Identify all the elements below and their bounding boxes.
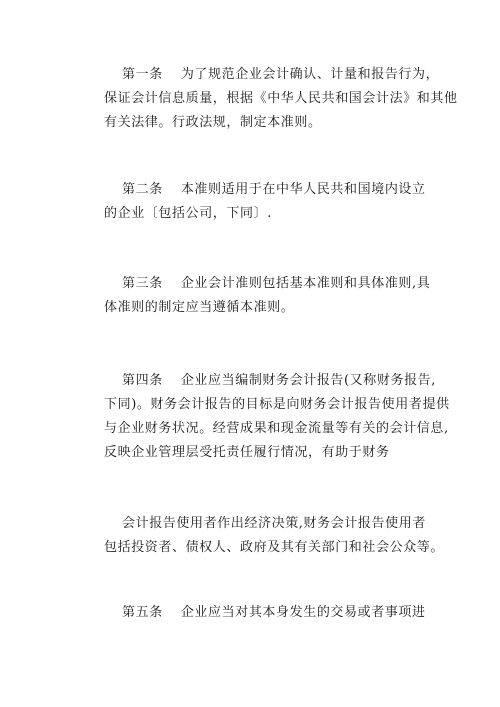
article-1-line-3: 有关法律。行政法规，制定本准则。 <box>104 115 322 130</box>
article-3 <box>104 272 434 320</box>
article-4-line-1: 第四条 企业应当编制财务会计报告(又称财务报告, <box>122 373 437 388</box>
article-2 <box>104 178 434 226</box>
article-5 <box>104 601 434 625</box>
article-3-line-2: 体准则的制定应当遵循本准则。 <box>104 300 295 315</box>
article-5-label: 第五条 <box>122 605 163 620</box>
article-5-line-1: 第五条 企业应当对其本身发生的交易或者事项进 <box>122 605 426 620</box>
article-4-cont-line-2: 包括投资者、债权人、政府及其有关部门和社会公众等。 <box>104 540 445 555</box>
article-2-label: 第二条 <box>122 182 163 197</box>
article-2-line-2: 的企业〔包括公司，下同〕. <box>104 206 272 221</box>
article-1 <box>104 63 458 135</box>
article-4-line-4: 反映企业管理层受托责任履行情况，有助于财务 <box>104 445 390 460</box>
article-4-line-3: 与企业财务状况。经营成果和现金流量等有关的会计信息, <box>104 421 449 436</box>
article-3-label: 第三条 <box>122 276 163 291</box>
article-4-continued <box>104 512 445 560</box>
article-4-cont-line-1: 会计报告使用者作出经济决策,财务会计报告使用者 <box>122 516 426 531</box>
article-3-line-1: 第三条 企业会计准则包括基本准则和具体准则,具 <box>122 276 431 291</box>
article-2-line-1: 第二条 本准则适用于在中华人民共和国境内设立 <box>122 182 426 197</box>
article-1-line-1: 第一条 为了规范企业会计确认、计量和报告行为， <box>122 67 440 82</box>
article-4 <box>104 369 450 465</box>
article-1-line-2: 保证会计信息质量，根据《中华人民共和国会计法》和其他 <box>104 91 458 106</box>
article-4-label: 第四条 <box>122 373 163 388</box>
article-4-line-2: 下同)。财务会计报告的目标是向财务会计报告使用者提供 <box>104 397 450 412</box>
article-1-label: 第一条 <box>122 67 163 82</box>
